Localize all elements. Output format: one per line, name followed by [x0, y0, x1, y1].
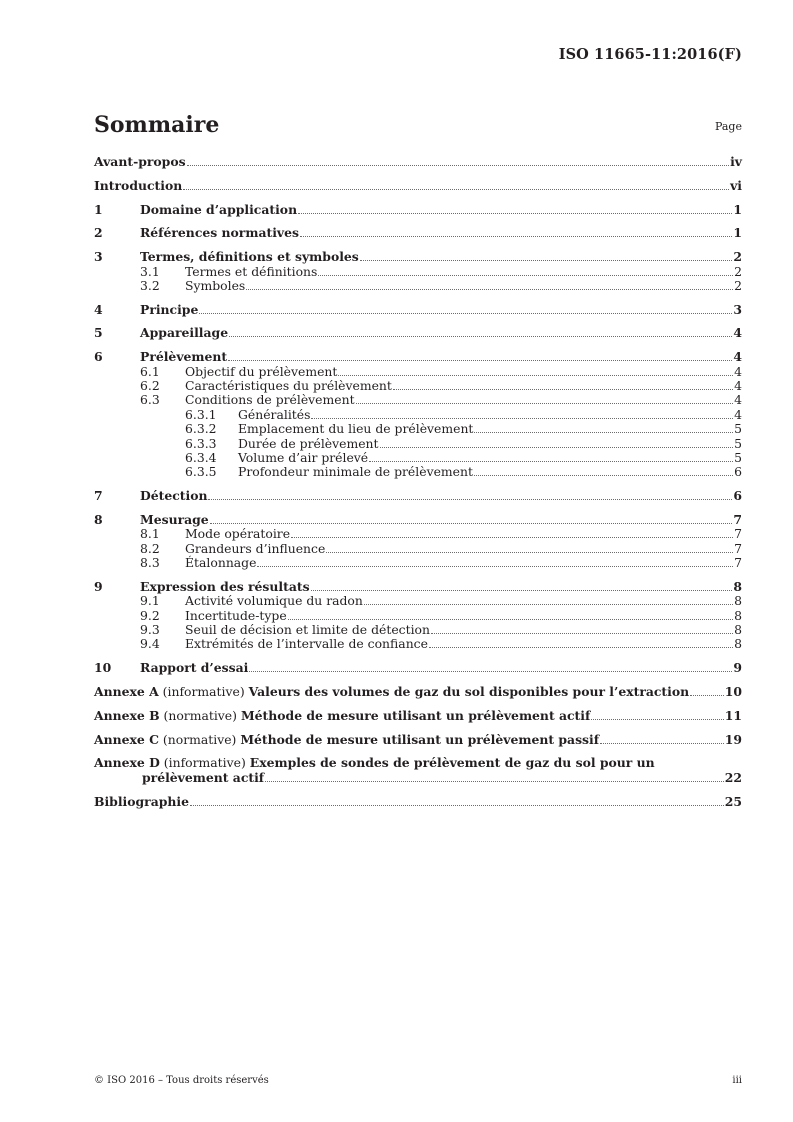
document-id: ISO 11665-11:2016(F)	[558, 46, 742, 63]
toc-entry[interactable]	[94, 465, 742, 479]
toc-entry-title: Objectif du prélèvement	[185, 363, 338, 379]
annex-d-title-line2: prélèvement actif	[142, 769, 265, 785]
toc-entry-page: 1	[733, 201, 742, 217]
toc-entry[interactable]	[94, 303, 742, 317]
toc-entry-number: 6.3	[140, 392, 160, 408]
dot-leader	[288, 619, 733, 620]
toc-entry[interactable]	[94, 542, 742, 556]
toc-entry-title: Activité volumique du radon	[185, 593, 363, 609]
toc-entry-number: 4	[94, 301, 103, 317]
toc-entry-title: Durée de prélèvement	[238, 435, 379, 451]
toc-entry[interactable]	[94, 155, 742, 169]
toc-entry-page: 8	[734, 593, 742, 609]
dot-leader	[429, 647, 733, 648]
dot-leader	[393, 389, 733, 390]
toc-entry-annex[interactable]	[94, 709, 742, 723]
dot-leader	[228, 360, 732, 361]
toc-entry-page: 4	[734, 363, 742, 379]
toc-entry-page: vi	[730, 177, 742, 193]
toc-entry[interactable]	[94, 556, 742, 570]
toc-entry-title: Profondeur minimale de prélèvement	[238, 464, 473, 480]
toc-entry-page: 7	[734, 526, 742, 542]
toc-entry-page: 2	[734, 277, 742, 293]
toc-entry-title: Incertitude-type	[185, 607, 287, 623]
toc-entry-page: 8	[734, 636, 742, 652]
toc-entry-page: 2	[734, 263, 742, 279]
dot-leader	[187, 165, 730, 166]
toc-entry[interactable]	[94, 408, 742, 422]
toc-entry-number: 5	[94, 325, 103, 341]
toc-entry-title: Termes et définitions	[185, 263, 318, 279]
toc-entry-number: 10	[94, 660, 112, 676]
annex-title: Méthode de mesure utilisant un prélèvement actif	[240, 707, 591, 723]
toc-entry[interactable]	[94, 279, 742, 293]
toc-entry-number: 3.1	[140, 263, 160, 279]
toc-entry-page: 7	[734, 540, 742, 556]
toc-entry-title: Expression des résultats	[140, 578, 310, 594]
dot-leader	[190, 805, 724, 806]
annex-kind: (informative)	[162, 684, 245, 700]
toc-entry-number: 9.3	[140, 622, 160, 638]
toc-entry-page: 5	[734, 435, 742, 451]
toc-entry-page: 9	[733, 660, 742, 676]
toc-entry-number: 9.1	[140, 593, 160, 609]
toc-entry[interactable]	[94, 661, 742, 675]
annex-d-label: Annexe D	[94, 755, 160, 771]
dot-leader	[474, 432, 733, 433]
dot-leader	[318, 275, 733, 276]
toc-entry-annex-d[interactable]	[94, 756, 742, 785]
toc-entry[interactable]	[94, 609, 742, 623]
toc-entry[interactable]	[94, 203, 742, 217]
toc-entry-number: 6.3.2	[185, 421, 217, 437]
toc-entry-bibliography[interactable]	[94, 795, 742, 809]
annex-d-kind: (informative)	[163, 755, 246, 771]
dot-leader	[249, 671, 732, 672]
footer-copyright: © ISO 2016 – Tous droits réservés	[94, 1075, 269, 1086]
toc-entry-number: 8.3	[140, 555, 160, 571]
dot-leader	[311, 418, 733, 419]
toc-entry-title: Mode opératoire	[185, 526, 291, 542]
annex-page: 10	[724, 684, 742, 700]
toc-entry-title: Emplacement du lieu de prélèvement	[238, 421, 474, 437]
dot-leader	[591, 719, 723, 720]
bibliography-title: Bibliographie	[94, 793, 190, 809]
dot-leader	[690, 695, 724, 696]
toc-entry-page: 4	[733, 349, 742, 365]
toc-entry-title: Principe	[140, 301, 199, 317]
annex-label: Annexe C	[94, 731, 159, 747]
toc-entry-number: 6	[94, 349, 103, 365]
toc-entry-number: 7	[94, 488, 103, 504]
annex-page: 11	[724, 707, 742, 723]
toc-entry-page: 4	[733, 325, 742, 341]
toc-entry-page: 5	[734, 449, 742, 465]
toc-entry-number: 6.3.5	[185, 464, 217, 480]
toc-entry-page: 6	[733, 488, 742, 504]
toc-entry-page: 7	[733, 511, 742, 527]
toc-entry-number: 1	[94, 201, 103, 217]
annex-label: Annexe A	[94, 684, 159, 700]
page-column-label: Page	[714, 120, 742, 133]
annex-heading	[94, 709, 590, 723]
dot-leader	[431, 633, 733, 634]
toc-entry-title: Mesurage	[140, 511, 209, 527]
toc-entry-number: 8	[94, 511, 103, 527]
toc-entry-annex[interactable]	[94, 685, 742, 699]
toc-entry[interactable]	[94, 350, 742, 364]
dot-leader	[208, 499, 732, 500]
dot-leader	[291, 537, 733, 538]
toc-entry[interactable]	[94, 393, 742, 407]
dot-leader	[369, 461, 733, 462]
toc-entry-title: Conditions de prélèvement	[185, 392, 355, 408]
toc-entry-number: 2	[94, 225, 103, 241]
toc-entry[interactable]	[94, 326, 742, 340]
dot-leader	[265, 781, 724, 782]
dot-leader	[600, 743, 724, 744]
toc-entry-title: Termes, définitions et symboles	[140, 249, 359, 265]
toc-entry-number: 6.3.1	[185, 406, 217, 422]
toc-entry-number: 6.2	[140, 378, 160, 394]
toc-annex-entries	[94, 685, 742, 747]
toc-entry[interactable]	[94, 580, 742, 594]
toc-entry-page: 3	[733, 301, 742, 317]
dot-leader	[183, 189, 729, 190]
dot-leader	[356, 403, 734, 404]
toc-entry[interactable]	[94, 623, 742, 637]
toc-entry-title: Généralités	[238, 406, 311, 422]
toc-entry-page: 7	[734, 555, 742, 571]
toc-entry-number: 9.2	[140, 607, 160, 623]
toc-entry[interactable]	[94, 250, 742, 264]
page-title: Sommaire	[94, 112, 220, 138]
toc-entry-title: Introduction	[94, 177, 183, 193]
toc-entry-page: 6	[734, 464, 742, 480]
annex-kind: (normative)	[162, 731, 237, 747]
toc-entry-title: Seuil de décision et limite de détection	[185, 622, 430, 638]
toc-entry[interactable]	[94, 265, 742, 279]
toc-entry-title: Symboles	[185, 277, 246, 293]
toc-entry-page: 1	[733, 225, 742, 241]
toc-entry-page: 4	[734, 378, 742, 394]
toc-entry-title: Volume d’air prélevé	[238, 449, 369, 465]
dot-leader	[229, 336, 732, 337]
annex-heading	[94, 733, 599, 747]
dot-leader	[298, 213, 732, 214]
toc-entry-title: Prélèvement	[140, 349, 228, 365]
annex-title: Méthode de mesure utilisant un prélèvement passif	[240, 731, 600, 747]
annex-kind: (normative)	[163, 707, 237, 723]
annex-d-page: 22	[724, 769, 742, 785]
toc-entry[interactable]	[94, 226, 742, 240]
toc-entry[interactable]	[94, 637, 742, 651]
toc-entry[interactable]	[94, 437, 742, 451]
toc-entry-page: 2	[733, 249, 742, 265]
toc-entry-page: 8	[734, 622, 742, 638]
toc-entry-number: 3	[94, 249, 103, 265]
dot-leader	[364, 604, 733, 605]
dot-leader	[380, 447, 734, 448]
toc-entry-number: 9	[94, 578, 103, 594]
footer-page-number: iii	[732, 1075, 742, 1086]
toc-entry-number: 6.3.4	[185, 449, 217, 465]
dot-leader	[300, 236, 732, 237]
toc-entry-title: Étalonnage	[185, 555, 257, 571]
toc-entry[interactable]	[94, 489, 742, 503]
annex-title: Valeurs des volumes de gaz du sol disponibles pour l’extraction	[248, 684, 690, 700]
dot-leader	[326, 552, 733, 553]
toc-entry[interactable]	[94, 422, 742, 436]
toc-entry-page: 4	[734, 406, 742, 422]
dot-leader	[199, 313, 732, 314]
annex-label: Annexe B	[94, 707, 160, 723]
toc-entry[interactable]	[94, 527, 742, 541]
annex-d-title-line1: Exemples de sondes de prélèvement de gaz du sol pour un	[249, 755, 655, 771]
toc-entry-number: 8.2	[140, 540, 160, 556]
toc-entry-number: 8.1	[140, 526, 160, 542]
annex-d-line1	[94, 756, 742, 770]
toc-entry-page: 8	[734, 607, 742, 623]
dot-leader	[311, 590, 733, 591]
toc-entry-title: Extrémités de l’intervalle de confiance	[185, 636, 428, 652]
annex-heading	[94, 685, 689, 699]
toc-entry-page: iv	[730, 154, 742, 169]
toc-entry[interactable]	[94, 379, 742, 393]
toc-entry-title: Avant-propos	[94, 154, 186, 169]
toc-entry-page: 8	[733, 578, 742, 594]
dot-leader	[474, 475, 733, 476]
toc-entry-title: Domaine d’application	[140, 201, 298, 217]
toc-main-entries	[94, 155, 742, 676]
bibliography-page: 25	[724, 793, 742, 809]
toc-entry-title: Grandeurs d’influence	[185, 540, 326, 556]
toc-entry-number: 9.4	[140, 636, 160, 652]
annex-page: 19	[724, 731, 742, 747]
toc-entry-annex[interactable]	[94, 733, 742, 747]
toc-entry[interactable]	[94, 513, 742, 527]
toc-entry-number: 6.1	[140, 363, 160, 379]
annex-d-line2	[94, 771, 742, 785]
toc-entry-title: Références normatives	[140, 225, 299, 241]
toc-entry-number: 3.2	[140, 277, 160, 293]
dot-leader	[257, 566, 733, 567]
toc-entry[interactable]	[94, 594, 742, 608]
toc-entry-title: Détection	[140, 488, 208, 504]
toc-entry[interactable]	[94, 451, 742, 465]
dot-leader	[338, 375, 733, 376]
toc-entry-page: 5	[734, 421, 742, 437]
toc-entry-title: Rapport d’essai	[140, 660, 249, 676]
toc-entry[interactable]	[94, 365, 742, 379]
dot-leader	[360, 260, 733, 261]
toc-entry-number: 6.3.3	[185, 435, 217, 451]
table-of-contents	[94, 155, 742, 809]
dot-leader	[210, 523, 733, 524]
toc-entry-title: Appareillage	[140, 325, 229, 341]
toc-entry[interactable]	[94, 179, 742, 193]
dot-leader	[246, 289, 733, 290]
toc-entry-title: Caractéristiques du prélèvement	[185, 378, 392, 394]
toc-entry-page: 4	[734, 392, 742, 408]
